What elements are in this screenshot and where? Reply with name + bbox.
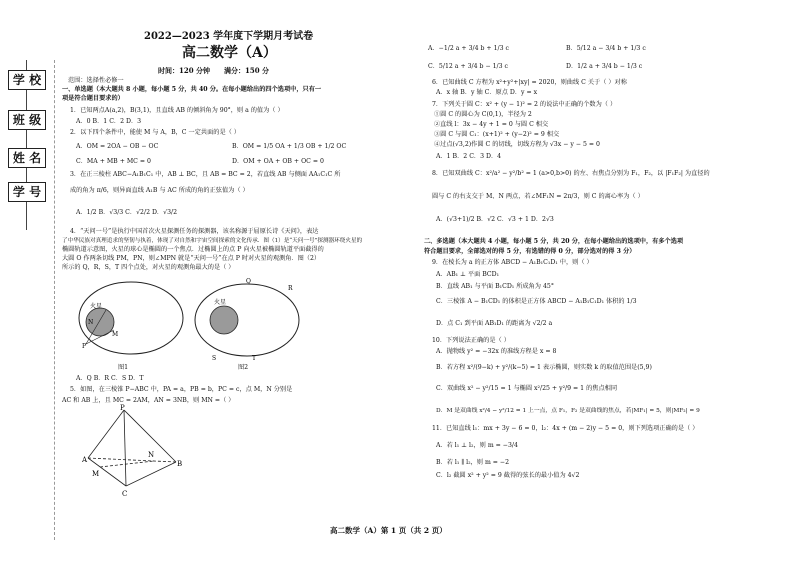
svg-text:C: C [122, 490, 128, 496]
q5-option-d: D．1/2 a + 3/4 b − 1/3 c [566, 63, 643, 70]
q2-option-a: A．OM = 2OA − OB − OC [76, 143, 159, 150]
q7-statement-1: ①圆 C 的圆心为 C(0,1)，半径为 2 [434, 111, 532, 118]
q11-option-b: B．若 l₁ ∥ l₂，则 m = −2 [436, 459, 510, 466]
binding-margin [0, 60, 60, 230]
svg-text:R: R [288, 285, 293, 292]
q5-pyramid-diagram [82, 404, 182, 496]
q5-stem: 5．如图，在三棱锥 P−ABC 中，PA = a，PB = b，PC = c，点 M，N 分别是 [70, 386, 293, 393]
svg-text:N: N [148, 451, 155, 459]
q5-option-a: A．−1/2 a + 3/4 b + 1/3 c [428, 45, 509, 52]
q8-options: A．(√3+1)/2 B．√2 C．√3 + 1 D．2√3 [436, 216, 554, 223]
section2-title-cont: 符合题目要求，全部选对的得 5 分，有选错的得 0 分，部分选对的得 3 分） [424, 248, 636, 255]
q3-stem: 3．在正三棱柱 ABC−A₁B₁C₁ 中，AB ⊥ BC，且 AB = BC = 2，若直线 AB 与侧面 AA₁C₁C 所 [70, 171, 341, 178]
svg-text:P: P [82, 343, 87, 350]
svg-text:Q: Q [246, 278, 251, 285]
svg-text:T: T [252, 355, 257, 360]
q4-stem-3: 椭圆轨道示意图，火星的球心是椭圆的一个焦点．过椭圆上的点 P 向火星被椭圆轨道平面截得的 [62, 246, 324, 253]
q5-option-b: B．5/12 a − 3/4 b + 1/3 c [566, 45, 646, 52]
svg-text:S: S [212, 355, 217, 360]
q5-stem-cont: AC 和 AB 上，且 MC = 2AM，AN = 3NB，则 MN =（ ） [62, 397, 235, 404]
q1-options: A．0 B．1 C．2 D．3 [76, 118, 142, 125]
section1-title: 一、单选题（本大题共 8 小题，每小题 5 分，共 40 分。在每小题给出的四个选项中，只有一 [62, 86, 322, 93]
q4-options: A．Q B．R C．S D．T [76, 375, 144, 382]
q4-stem-4: 大圆 O 作两条切线 PM，PN，则∠MPN 就是“天问一号”在点 P 时对火星的观测角．图（2） [62, 255, 321, 262]
q2-option-d: D．OM + OA + OB + OC = 0 [232, 158, 324, 165]
figure-1-ellipse-diagram [76, 278, 186, 358]
q9-option-b: B．直线 AB₁ 与平面 B₁CD₁ 所成角为 45° [436, 283, 554, 290]
q6-stem: 6．已知曲线 C 方程为 x²+y²+|xy| = 2020，则曲线 C 关于（ ）对称 [432, 79, 627, 86]
q7-statement-3: ③圆 C 与圆 C₁：(x+1)² + (y−2)² = 9 相交 [434, 131, 560, 138]
exam-score: 满分：150 分 [224, 66, 270, 75]
q8-stem: 8．已知双曲线 C：x²/a² − y²/b² = 1 (a>0,b>0) 的左、右焦点分别为 F₁，F₂，以 |F₁F₂| 为直径的 [432, 170, 710, 177]
q3-stem-cont: 成的角为 π/6，则异面直线 A₁B 与 AC 所成的角的正弦值为（ ） [70, 187, 249, 194]
q6-options: A．x 轴 B．y 轴 C．原点 D．y = x [436, 89, 538, 96]
binding-number: 学 号 [8, 182, 46, 202]
svg-text:P: P [120, 404, 125, 412]
figure-1-label: 图1 [118, 364, 129, 371]
q7-statement-2: ②直线 l：3x − 4y + 1 = 0 与圆 C 相交 [434, 121, 549, 128]
section1-title-cont: 项是符合题目要求的） [62, 95, 124, 102]
q10-option-a: A．抛物线 y² = −32x 的准线方程是 x = 8 [436, 348, 557, 355]
binding-school: 学 校 [8, 70, 46, 90]
svg-text:M: M [112, 331, 119, 338]
exam-scope: 范围：选择性必修一 [68, 77, 124, 84]
page-footer: 高二数学（A）第 1 页（共 2 页） [330, 526, 447, 535]
q4-stem-2: 了中华民族对真理追求的坚韧与执着，体现了对自然和宇宙空间探索的文化传承．图（1）是“天问一号”探测器环绕火星的 [62, 238, 363, 244]
q10-stem: 10．下列说法正确的是（ ） [432, 337, 510, 344]
q11-stem: 11．已知直线 l₁：mx + 3y − 6 = 0，l₂：4x + (m − 2)y − 5 = 0，则下列选项正确的是（ ） [432, 425, 699, 432]
svg-text:A: A [82, 456, 88, 464]
q7-options: A．1 B．2 C．3 D．4 [436, 153, 502, 160]
q7-statement-4: ④过点(√3,2)作圆 C 的切线，切线方程为 √3x − y − 5 = 0 [434, 141, 600, 148]
q11-option-a: A．若 l₁ ⊥ l₂，则 m = −3/4 [436, 442, 518, 449]
q9-stem: 9．在棱长为 a 的正方体 ABCD − A₁B₁C₁D₁ 中，则（ ） [432, 259, 593, 266]
q2-option-b: B．OM = 1/5 OA + 1/3 OB + 1/2 OC [232, 143, 347, 150]
section2-title: 二、多选题（本大题共 4 小题，每小题 5 分，共 20 分，在每小题给出的选项中，有多个选项 [424, 238, 684, 245]
q3-options: A．1/2 B．√3/3 C．√2/2 D．√3/2 [76, 209, 178, 216]
svg-text:N: N [88, 319, 94, 326]
exam-subject: 高二数学（A） [182, 45, 277, 61]
svg-text:M: M [92, 470, 100, 478]
exam-title: 2022—2023 学年度下学期月考试卷 [144, 31, 314, 42]
q11-option-c: C．l₂ 截圆 x² + y² = 9 截得的弦长的最小值为 4√2 [436, 472, 580, 479]
q4-stem-5: 所示的 Q，R，S，T 四个点处，对火星的观测角最大的是（ ） [62, 264, 235, 271]
q10-option-c: C．双曲线 x² − y²/15 = 1 与椭圆 x²/25 + y²/9 = 1 的焦点相同 [436, 385, 618, 392]
binding-class: 班 级 [8, 110, 46, 130]
q1-stem: 1．已知两点A(a,2)，B(3,1)，且直线 AB 的倾斜角为 90°，则 a 的值为（ ） [70, 107, 284, 114]
q7-stem: 7．下列关于圆 C：x² + (y − 1)² = 2 的说法中正确的个数为（ ） [432, 101, 617, 108]
figure-2-label: 图2 [238, 364, 249, 371]
figure-2-ellipse-diagram [192, 276, 302, 360]
binding-name: 姓 名 [8, 148, 46, 168]
q2-stem: 2．以下四个条件中，能使 M 与 A，B，C 一定共面的是（ ） [70, 129, 240, 136]
q9-option-d: D．点 C₁ 到平面 AB₁D₁ 的距离为 √2/2 a [436, 320, 553, 327]
q2-option-c: C．MA + MB + MC = 0 [76, 158, 151, 165]
exam-time: 时间：120 分钟 [158, 66, 211, 75]
fig2-mars-label: 火星 [214, 299, 227, 306]
q9-option-c: C．三棱锥 A − B₁CD₁ 的体积是正方体 ABCD − A₁B₁C₁D₁ 体积的 1/3 [436, 298, 637, 305]
q10-option-d: D．M 是双曲线 x²/4 − y²/12 = 1 上一点，点 F₁，F₂ 是双曲线的焦点，若|MF₁| = 5，则|MF₂| = 9 [436, 408, 700, 414]
fig1-mars-label: 火星 [90, 303, 103, 310]
q4-stem-1: 4．“天问一号”是执行中国首次火星探测任务的探测器，该名称源于屈原长诗《天问》，表达 [70, 228, 319, 235]
q9-option-a: A．AB₁ ⊥ 平面 BCD₁ [436, 271, 500, 278]
svg-text:B: B [177, 460, 182, 468]
q10-option-b: B．若方程 x²/(9−k) + y²/(k−5) = 1 表示椭圆，则实数 k 的取值范围是(5,9) [436, 364, 652, 371]
q8-stem-cont: 圆与 C 的右支交于 M、N 两点，若∠MF₁N = 2π/3，则 C 的离心率为（ ） [432, 193, 644, 200]
q5-option-c: C．5/12 a + 3/4 b − 1/3 c [428, 63, 508, 70]
